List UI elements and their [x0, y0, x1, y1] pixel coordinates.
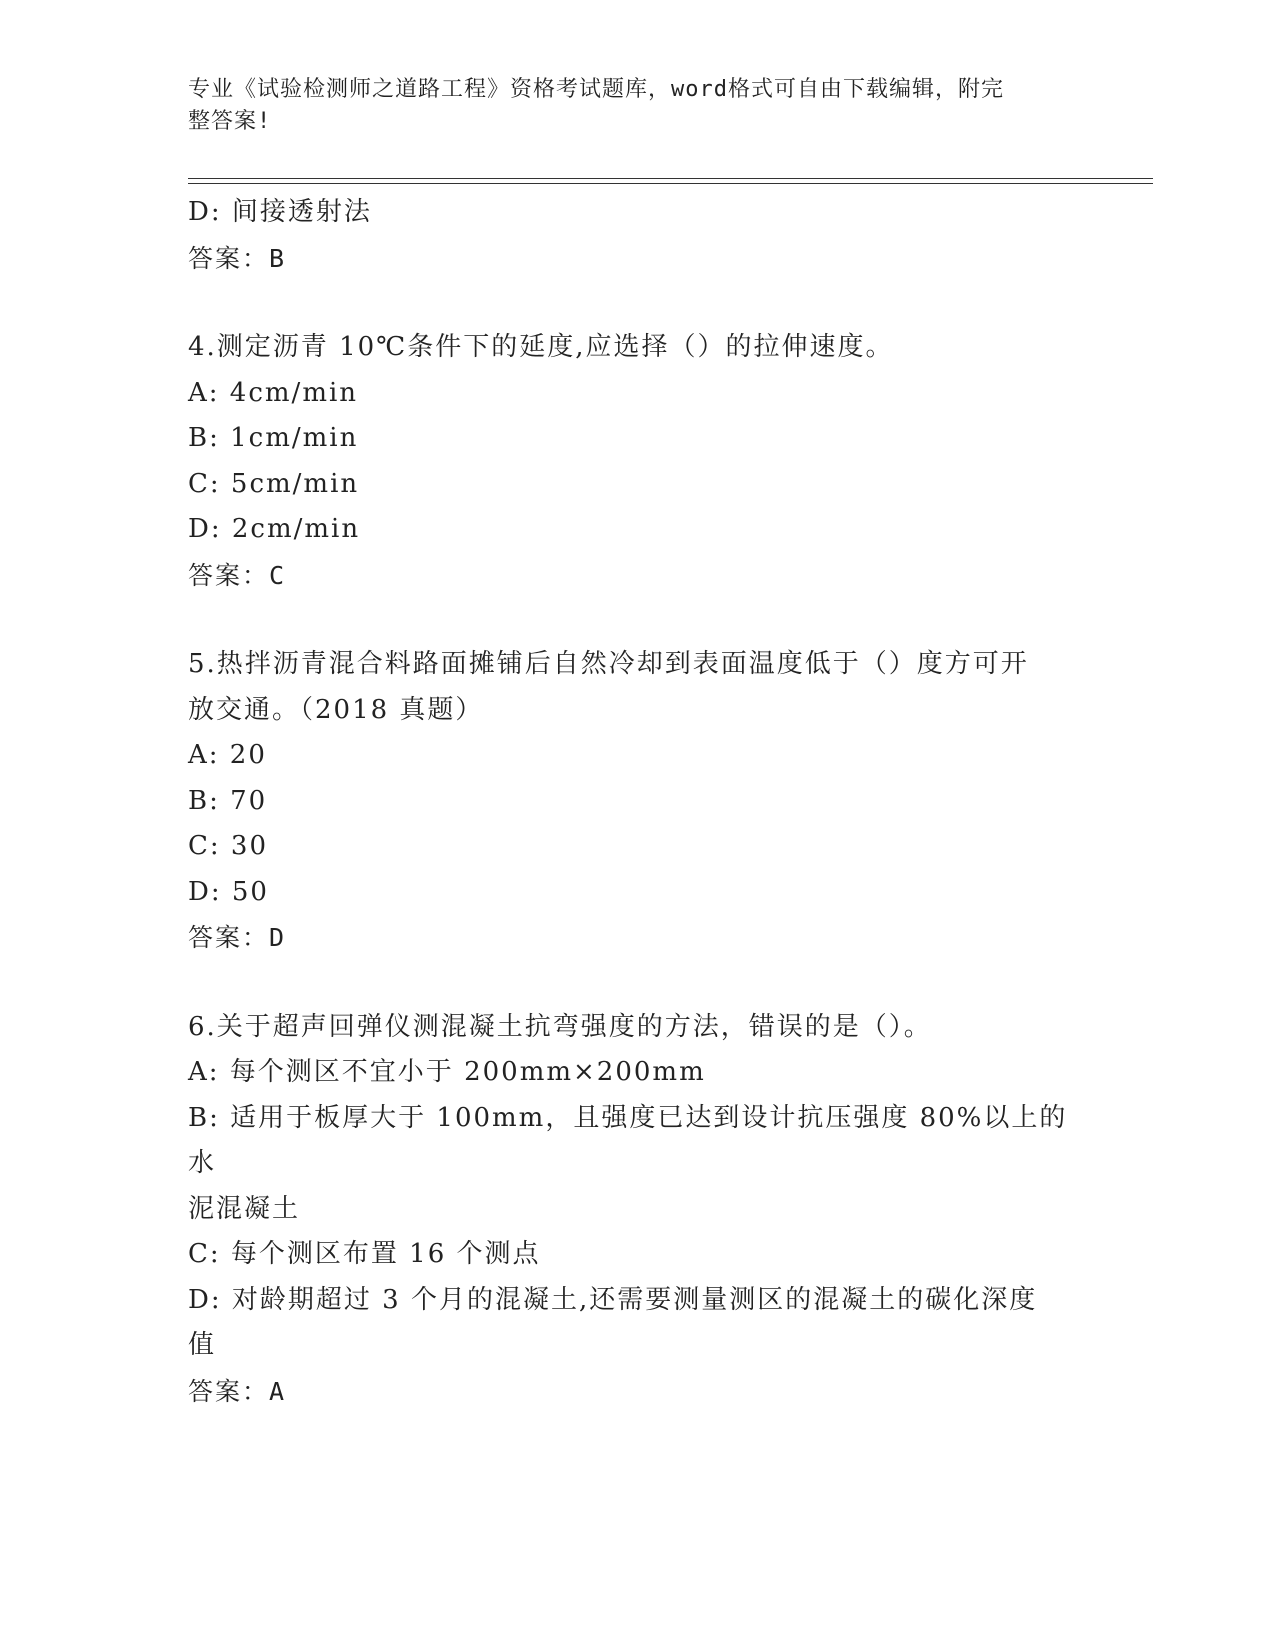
prev-option-d: D: 间接透射法 [188, 197, 372, 227]
document-header [188, 74, 1068, 138]
question-6-option-d-line-2: 值 [188, 1330, 217, 1360]
question-4-text: 4.测定沥青 10℃条件下的延度,应选择（）的拉伸速度。 [188, 332, 894, 362]
question-4-option-b: B: 1cm/min [188, 423, 359, 453]
question-6 [188, 1005, 1068, 1415]
question-5-option-b: B: 70 [188, 785, 268, 816]
question-content [188, 190, 1068, 1414]
question-5-option-a: A: 20 [188, 740, 267, 770]
question-5 [188, 642, 1068, 961]
question-4-option-c: C: 5cm/min [188, 468, 360, 499]
spacer [188, 281, 1068, 325]
question-5-answer: 答案：D [188, 923, 287, 952]
question-4 [188, 325, 1068, 598]
question-6-option-c: C: 每个测区布置 16 个测点 [188, 1239, 541, 1269]
spacer [188, 961, 1068, 1005]
question-6-answer: 答案：A [188, 1376, 287, 1406]
question-4-option-a: A: 4cm/min [188, 377, 359, 408]
question-5-text-line-1: 5.热拌沥青混合料路面摊铺后自然冷却到表面温度低于（）度方可开 [188, 649, 1029, 679]
question-5-text-line-2: 放交通。（2018 真题） [188, 694, 484, 725]
question-6-text: 6.关于超声回弹仪测混凝土抗弯强度的方法，错误的是（）。 [188, 1011, 932, 1042]
question-4-answer: 答案：C [188, 560, 287, 590]
question-5-option-c: C: 30 [188, 831, 269, 861]
question-6-option-a: A: 每个测区不宜小于 200mm×200mm [188, 1057, 706, 1087]
prev-answer: 答案：B [188, 243, 287, 273]
spacer [188, 598, 1068, 642]
question-6-option-b-line-1: B: 适用于板厚大于 100mm，且强度已达到设计抗压强度 80%以上的水 [188, 1102, 1068, 1178]
question-6-option-b-line-2: 泥混凝土 [188, 1193, 301, 1224]
question-6-option-d-line-1: D: 对龄期超过 3 个月的混凝土,还需要测量测区的混凝土的碳化深度 [188, 1284, 1038, 1315]
header-divider-bottom [188, 183, 1153, 184]
header-line-2: 整答案! [188, 109, 272, 134]
header-divider-top [188, 178, 1153, 179]
question-4-option-d: D: 2cm/min [188, 514, 361, 544]
header-line-1: 专业《试验检测师之道路工程》资格考试题库，word格式可自由下载编辑，附完 [188, 77, 1004, 102]
question-5-option-d: D: 50 [188, 876, 269, 907]
